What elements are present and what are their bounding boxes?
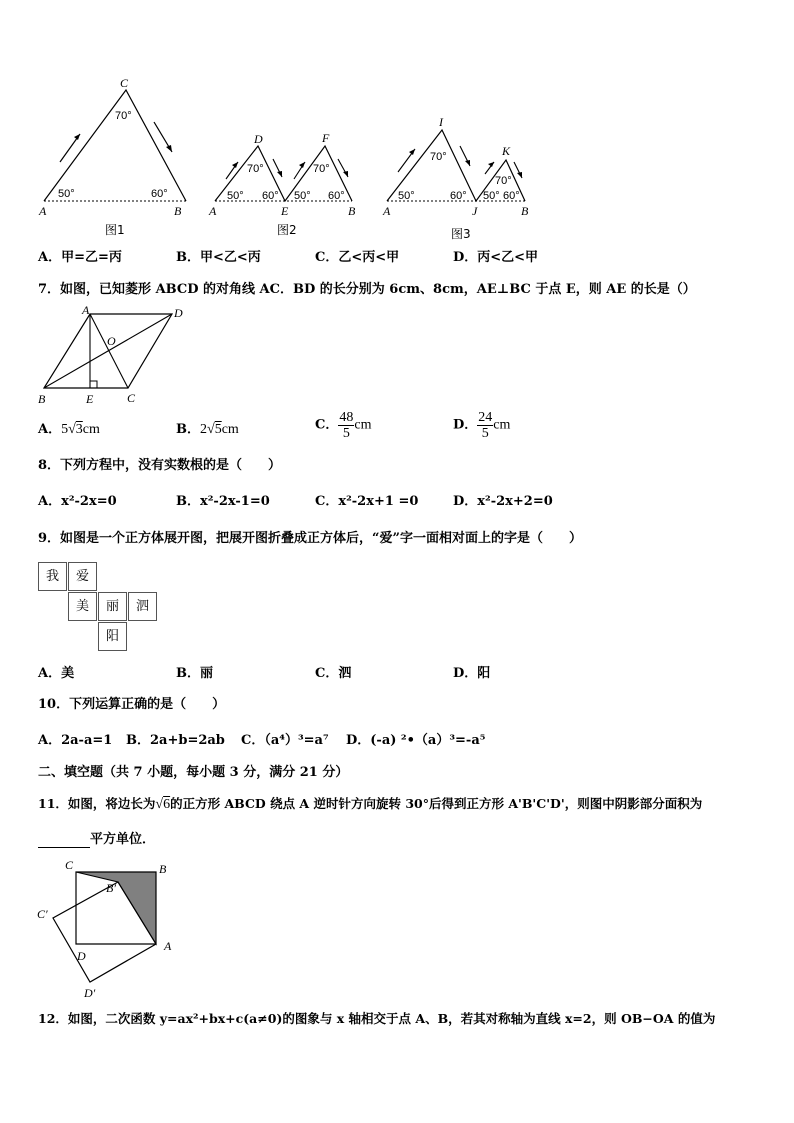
point-E-label: E	[281, 204, 289, 218]
rotated-square-figure	[34, 856, 176, 1000]
q10-option-c: C．（a⁴）³=a⁷	[241, 733, 329, 748]
point-I-label: I	[439, 115, 443, 129]
point-C-prime-label: C′	[37, 907, 48, 921]
angle-50: 50°	[398, 190, 415, 202]
q8-stem: 8．下列方程中，没有实数根的是（ ）	[38, 458, 282, 473]
point-A-label: A	[209, 204, 217, 218]
unit: cm	[493, 417, 511, 433]
figure-3-caption: 图3	[451, 227, 471, 241]
q8-option-d: D．x²-2x+2=0	[453, 494, 553, 509]
angle-60: 60°	[151, 188, 168, 200]
q6-option-b: B．甲<乙<丙	[176, 250, 261, 265]
q7-option-c: C． $\frac{48}{5}$ cm	[315, 410, 372, 441]
q9-stem: 9．如图是一个正方体展开图，把展开图折叠成正方体后，“爱”字一面相对面上的字是（ ）	[38, 531, 583, 546]
point-A-label: A	[39, 204, 47, 218]
figure-3	[382, 115, 529, 241]
point-A-label: A	[164, 939, 172, 953]
answer-blank	[38, 833, 90, 848]
q9-option-b: B．丽	[176, 666, 213, 681]
point-B-label: B	[159, 862, 167, 876]
angle-60: 60°	[450, 190, 467, 202]
net-cell: 丽	[98, 592, 127, 621]
figure-2-caption: 图2	[277, 223, 297, 237]
figure-1	[38, 76, 186, 237]
q8-option-c: C．x²-2x+1 =0	[315, 494, 419, 509]
point-B-label: B	[38, 392, 46, 406]
angle-50: 50°	[294, 190, 311, 202]
net-cell: 泗	[128, 592, 157, 621]
triangle-figures	[30, 74, 550, 244]
point-D-label: D	[254, 132, 263, 146]
q12-stem: 12．如图，二次函数 y=ax²+bx+c(a≠0)的图象与 x 轴相交于点 A、B，若其对称轴为直线 x=2，则 OB−OA 的值为	[38, 1011, 716, 1026]
net-cell: 我	[38, 562, 67, 591]
q10-option-a: A．2a-a=1	[38, 733, 113, 748]
figure-1-caption: 图1	[105, 223, 125, 237]
point-D-label: D	[77, 949, 86, 963]
q6-option-d: D．丙<乙<甲	[453, 250, 539, 265]
angle-70: 70°	[495, 175, 512, 187]
unit: cm	[82, 422, 100, 437]
q7-option-b: B．2√5cm	[176, 422, 239, 437]
point-B-prime-label: B′	[106, 881, 116, 895]
angle-70: 70°	[247, 163, 264, 175]
q8-option-a: A．x²-2x=0	[38, 494, 117, 509]
point-B-label: B	[521, 204, 529, 218]
rhombus-figure	[34, 304, 194, 410]
q10-stem: 10．下列运算正确的是（ ）	[38, 697, 226, 712]
angle-50: 50°	[483, 190, 500, 202]
angle-70: 70°	[115, 110, 132, 122]
figure-2	[208, 131, 356, 237]
coefficient: 5	[61, 422, 69, 437]
sqrt-icon: √	[155, 797, 164, 812]
point-O-label: O	[107, 334, 116, 348]
unit: cm	[221, 422, 239, 437]
point-C-label: C	[120, 76, 129, 90]
radicand: 5	[214, 422, 222, 437]
q9-option-d: D．阳	[453, 666, 491, 681]
point-B-label: B	[174, 204, 182, 218]
q6-option-a: A．甲=乙=丙	[38, 250, 122, 265]
radicand: 3	[75, 422, 83, 437]
point-C-label: C	[127, 391, 136, 405]
point-B-label: B	[348, 204, 356, 218]
q8-option-b: B．x²-2x-1=0	[176, 494, 270, 509]
point-J-label: J	[472, 204, 478, 218]
point-A-label: A	[82, 304, 90, 317]
net-cell: 美	[68, 592, 97, 621]
point-F-label: F	[322, 131, 330, 145]
q7-option-d: D． $\frac{24}{5}$ cm	[453, 410, 511, 441]
point-E-label: E	[86, 392, 94, 406]
angle-70: 70°	[430, 151, 447, 163]
q7-stem: 7．如图，已知菱形 ABCD 的对角线 AC．BD 的长分别为 6cm、8cm，AE⊥BC 于点 E，则 AE 的长是（）	[38, 282, 696, 297]
q9-option-c: C．泗	[315, 666, 352, 681]
angle-50: 50°	[58, 188, 75, 200]
angle-50: 50°	[227, 190, 244, 202]
point-D-prime-label: D′	[84, 986, 96, 1000]
q7-option-a: A．5√3cm	[38, 422, 100, 437]
q6-option-c: C．乙<丙<甲	[315, 250, 400, 265]
sqrt-icon: √	[68, 422, 76, 437]
point-A-label: A	[383, 204, 391, 218]
cube-net	[38, 562, 162, 652]
fraction: $\frac{48}{5}$	[339, 410, 354, 441]
net-cell: 爱	[68, 562, 97, 591]
q10-option-d: D．(-a) ²•（a）³=-a⁵	[346, 733, 486, 748]
section-title: 二、填空题（共 7 小题，每小题 3 分，满分 21 分）	[38, 765, 349, 780]
point-D-label: D	[174, 306, 183, 320]
q10-option-b: B．2a+b=2ab	[126, 733, 225, 748]
sqrt-icon: √	[207, 422, 215, 437]
angle-60: 60°	[262, 190, 279, 202]
q11-stem: 11．如图，将边长为√6的正方形 ABCD 绕点 A 逆时针方向旋转 30°后得到正方形 A'B'C'D'，则图中阴影部分面积为	[38, 796, 703, 812]
q9-option-a: A．美	[38, 666, 75, 681]
angle-70: 70°	[313, 163, 330, 175]
point-C-label: C	[65, 858, 74, 872]
unit: cm	[354, 417, 372, 433]
point-K-label: K	[502, 144, 511, 158]
net-cell: 阳	[98, 622, 127, 651]
q11-line2: 平方单位．	[38, 832, 155, 848]
angle-60: 60°	[328, 190, 345, 202]
angle-60: 60°	[503, 190, 520, 202]
fraction: $\frac{24}{5}$	[478, 410, 493, 441]
radicand: 6	[163, 797, 171, 812]
coefficient: 2	[200, 422, 207, 437]
